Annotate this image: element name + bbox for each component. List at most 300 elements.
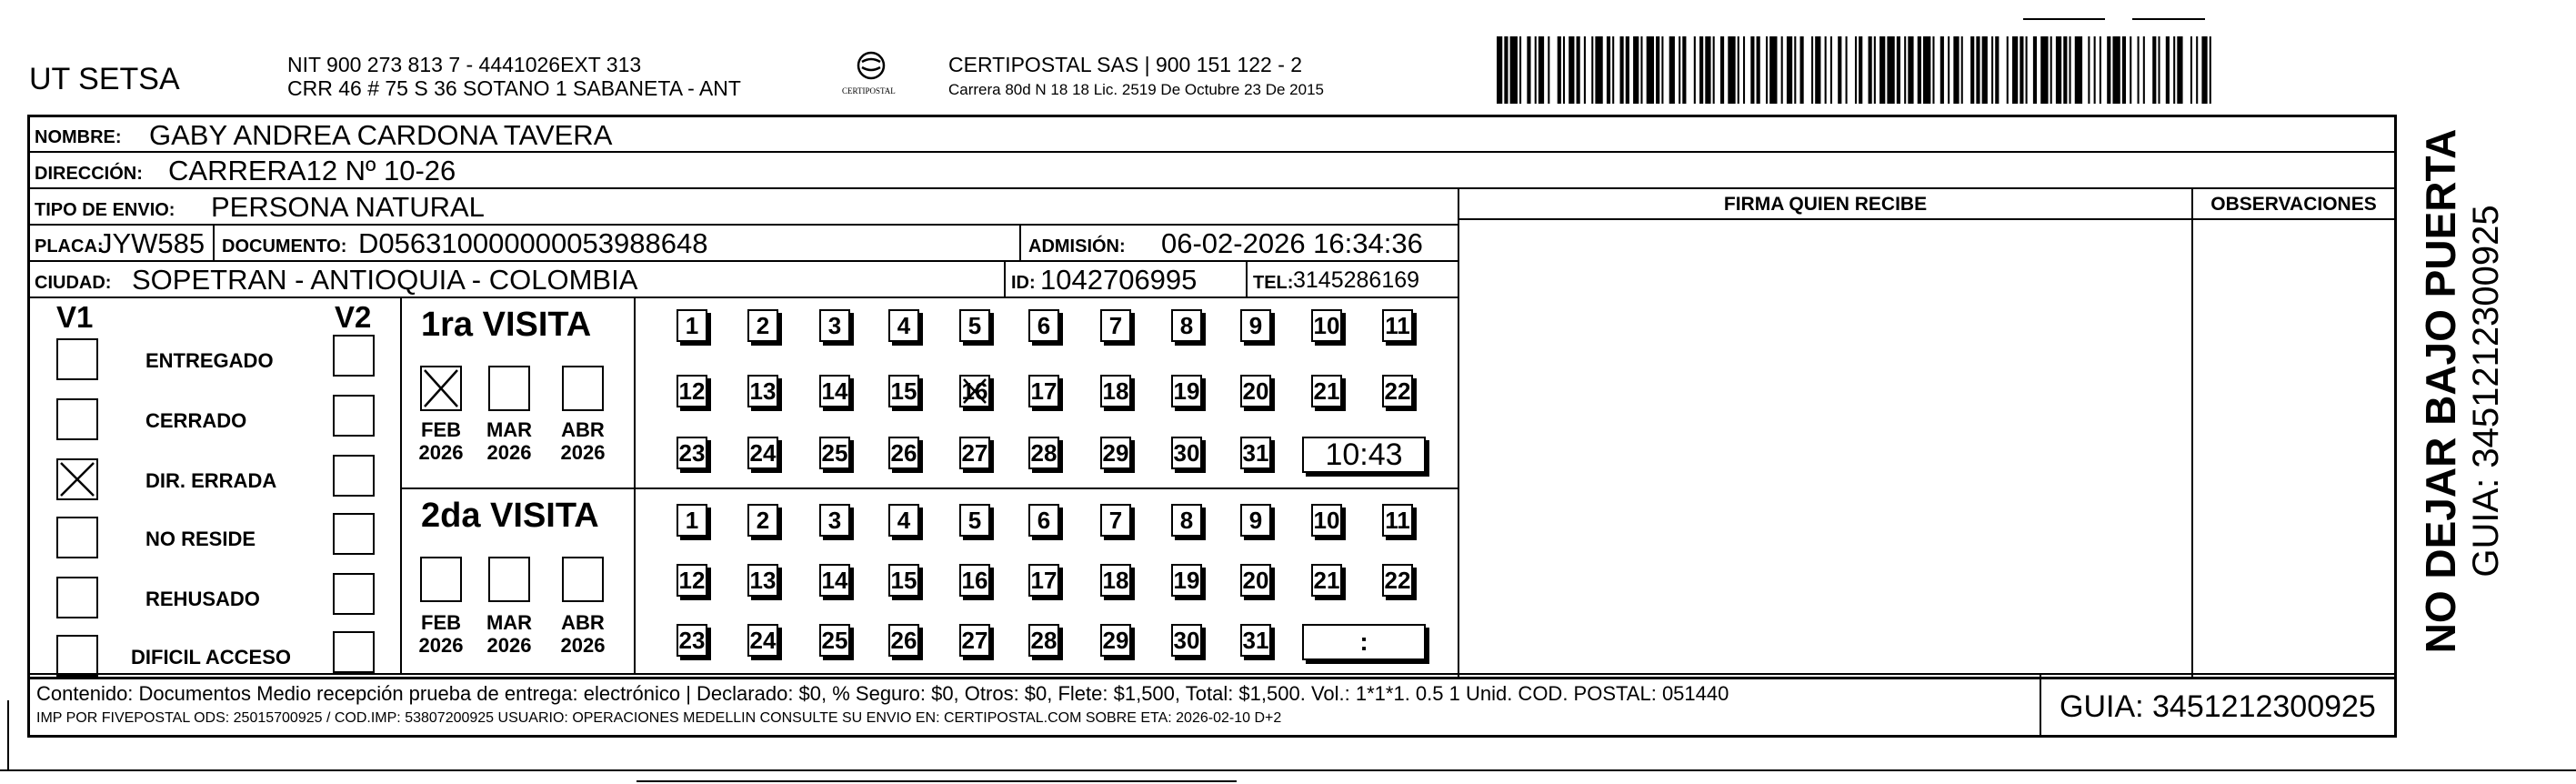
month-name: MAR xyxy=(486,611,533,634)
barcode-bar xyxy=(1563,36,1565,104)
row-sep-2 xyxy=(27,187,2397,189)
id-label: ID: xyxy=(1011,273,1036,293)
barcode-bar xyxy=(1879,36,1885,104)
row-sep-1 xyxy=(27,151,2397,153)
barcode-bar xyxy=(1948,36,1950,104)
day-number: 26 xyxy=(890,438,917,467)
second-visit-day-13[interactable] xyxy=(747,564,778,597)
day-number: 5 xyxy=(967,506,982,534)
day-number: 14 xyxy=(821,377,848,405)
v2-checkbox-5[interactable] xyxy=(333,631,375,673)
col-id-sep xyxy=(1004,260,1006,297)
first-visit-day-4[interactable] xyxy=(888,309,919,342)
barcode-bar xyxy=(1548,36,1549,104)
barcode-bar xyxy=(2070,36,2071,104)
status-label-2: DIR. ERRADA xyxy=(145,469,277,492)
day-number: 16 xyxy=(961,566,988,594)
footer-guia: GUIA: 3451212300925 xyxy=(2060,689,2376,724)
second-visit-day-3[interactable] xyxy=(819,504,850,537)
barcode-bar xyxy=(1539,36,1544,104)
barcode-bar xyxy=(2210,36,2211,104)
second-visit-day-6[interactable] xyxy=(1028,504,1059,537)
first-visit-month-box-feb[interactable] xyxy=(420,366,462,411)
first-visit-day-10[interactable] xyxy=(1311,309,1342,342)
first-visit-day-26[interactable] xyxy=(888,437,919,469)
visit-time-value: 10:43 xyxy=(1325,437,1403,472)
barcode-bar xyxy=(1591,36,1593,104)
barcode-bar xyxy=(2050,36,2052,104)
day-number: 29 xyxy=(1102,626,1129,654)
side-guia: GUIA: 3451212300925 xyxy=(2466,205,2506,578)
second-visit-day-11[interactable] xyxy=(1382,504,1413,537)
firma-header: FIRMA QUIEN RECIBE xyxy=(1723,194,1928,215)
day-number: 23 xyxy=(678,626,706,654)
second-visit-day-21[interactable] xyxy=(1311,564,1342,597)
second-visit-day-12[interactable] xyxy=(677,564,707,597)
day-number: 14 xyxy=(821,566,848,594)
second-visit-time-box[interactable] xyxy=(1302,624,1426,660)
first-visit-day-21[interactable] xyxy=(1311,375,1342,407)
barcode-bar xyxy=(2173,36,2175,104)
second-visit-day-2[interactable] xyxy=(747,504,778,537)
barcode-bar xyxy=(1991,36,1993,104)
second-visit-month-box-abr[interactable] xyxy=(562,557,604,602)
barcode-bar xyxy=(1766,36,1768,104)
barcode-bar xyxy=(2152,36,2156,104)
month-year: 2026 xyxy=(418,441,464,465)
v1-checkbox-0[interactable] xyxy=(56,338,98,380)
ciudad-label: CIUDAD: xyxy=(35,273,112,293)
second-visit-day-18[interactable] xyxy=(1100,564,1131,597)
barcode-bar xyxy=(1859,36,1862,104)
first-visit-day-8[interactable] xyxy=(1171,309,1202,342)
second-visit-day-16[interactable] xyxy=(959,564,990,597)
second-visit-day-27[interactable] xyxy=(959,624,990,657)
first-visit-day-29[interactable] xyxy=(1100,437,1131,469)
v1-checkbox-5[interactable] xyxy=(56,635,98,677)
day-number: 25 xyxy=(821,626,848,654)
day-number: 27 xyxy=(961,626,988,654)
second-visit-day-4[interactable] xyxy=(888,504,919,537)
first-visit-day-18[interactable] xyxy=(1100,375,1131,407)
day-number: 17 xyxy=(1030,566,1057,594)
barcode-bar xyxy=(1932,36,1934,104)
barcode-bar xyxy=(1976,36,1980,104)
barcode-bar xyxy=(1781,36,1783,104)
barcode-bar xyxy=(1738,36,1739,104)
barcode-bar xyxy=(2130,36,2131,104)
logo-text: CERTIPOSTAL xyxy=(842,86,896,95)
barcode-bar xyxy=(2056,36,2061,104)
tipo-envio-value: PERSONA NATURAL xyxy=(211,191,485,223)
observaciones-header: OBSERVACIONES xyxy=(2210,194,2377,215)
v1-checkbox-1[interactable] xyxy=(56,398,98,440)
barcode-bar xyxy=(1940,36,1944,104)
barcode-bar xyxy=(1577,36,1580,104)
first-visit-day-14[interactable] xyxy=(819,375,850,407)
barcode-bar xyxy=(1535,36,1537,104)
barcode-bar xyxy=(1830,36,1832,104)
v2-checkbox-3[interactable] xyxy=(333,513,375,555)
footer-sep xyxy=(27,673,2397,675)
barcode-bar xyxy=(1908,36,1913,104)
first-visit-month-label-abr xyxy=(554,418,612,465)
tipo-envio-label: TIPO DE ENVIO: xyxy=(35,200,175,220)
day-number: 11 xyxy=(1385,311,1410,339)
barcode-bar xyxy=(1918,36,1921,104)
barcode-bar xyxy=(2138,36,2140,104)
first-visit-month-label-mar xyxy=(480,418,538,465)
check-cross-icon xyxy=(58,460,96,498)
barcode-bar xyxy=(2020,36,2023,104)
day-number: 9 xyxy=(1248,506,1263,534)
day-number: 18 xyxy=(1102,377,1129,405)
day-number: 7 xyxy=(1108,311,1123,339)
barcode-bar xyxy=(2063,36,2067,104)
second-visit-day-17[interactable] xyxy=(1028,564,1059,597)
barcode-bar xyxy=(1694,36,1696,104)
barcode-bar xyxy=(1504,36,1508,104)
barcode-bar xyxy=(1897,36,1900,104)
footer-left xyxy=(27,673,30,737)
barcode-bar xyxy=(1874,36,1876,104)
second-visit-day-25[interactable] xyxy=(819,624,850,657)
placa-label: PLACA: xyxy=(35,236,104,256)
barcode-bar xyxy=(1619,36,1623,104)
status-label-1: CERRADO xyxy=(145,409,247,432)
footer-bottom xyxy=(27,735,2397,738)
barcode-bar xyxy=(1679,36,1680,104)
day-number: 13 xyxy=(749,377,777,405)
barcode-bar xyxy=(1519,36,1521,104)
second-visit-day-9[interactable] xyxy=(1240,504,1271,537)
barcode-bar xyxy=(1982,36,1988,104)
day-number: 12 xyxy=(678,566,706,594)
status-label-3: NO RESIDE xyxy=(145,528,256,550)
day-number: 11 xyxy=(1385,506,1410,534)
certipostal-line1: CERTIPOSTAL SAS | 900 151 122 - 2 xyxy=(948,53,1303,76)
second-visit-day-30[interactable] xyxy=(1171,624,1202,657)
v1-checkbox-3[interactable] xyxy=(56,517,98,558)
row-sep-4 xyxy=(27,260,1459,262)
month-name: FEB xyxy=(421,611,461,634)
barcode-bar xyxy=(1699,36,1703,104)
month-name: ABR xyxy=(561,611,605,634)
first-visit-day-31[interactable] xyxy=(1240,437,1271,469)
day-number: 1 xyxy=(685,506,699,534)
second-visit-day-7[interactable] xyxy=(1100,504,1131,537)
barcode-bar xyxy=(2196,36,2198,104)
barcode-bar xyxy=(1527,36,1530,104)
second-visit-day-14[interactable] xyxy=(819,564,850,597)
barcode-bar xyxy=(1787,36,1792,104)
barcode-bar xyxy=(1953,36,1959,104)
month-name: FEB xyxy=(421,418,461,441)
top-right-tick-2 xyxy=(2132,18,2205,20)
ciudad-value: SOPETRAN - ANTIOQUIA - COLOMBIA xyxy=(132,264,638,296)
day-number: 10 xyxy=(1313,506,1340,534)
first-visit-day-30[interactable] xyxy=(1171,437,1202,469)
barcode-bar xyxy=(1769,36,1777,104)
month-year: 2026 xyxy=(486,441,532,465)
first-visit-day-15[interactable] xyxy=(888,375,919,407)
first-visit-day-1[interactable] xyxy=(677,309,707,342)
second-visit-day-1[interactable] xyxy=(677,504,707,537)
day-number: 30 xyxy=(1173,438,1200,467)
first-visit-day-11[interactable] xyxy=(1382,309,1413,342)
day-number: 25 xyxy=(821,438,848,467)
v2-checkbox-1[interactable] xyxy=(333,395,375,437)
barcode-bar xyxy=(2143,36,2145,104)
second-visit-day-31[interactable] xyxy=(1240,624,1271,657)
second-visit-month-box-mar[interactable] xyxy=(488,557,530,602)
admision-value: 06-02-2026 16:34:36 xyxy=(1161,227,1423,259)
first-visit-day-16[interactable] xyxy=(959,375,990,407)
first-visit-month-label-feb xyxy=(412,418,470,465)
second-visit-month-box-feb[interactable] xyxy=(420,557,462,602)
second-visit-day-5[interactable] xyxy=(959,504,990,537)
first-visit-day-25[interactable] xyxy=(819,437,850,469)
second-visit-title: 2da VISITA xyxy=(421,497,599,535)
first-visit-day-27[interactable] xyxy=(959,437,990,469)
footer-guia-sep xyxy=(2040,673,2041,737)
barcode-bar xyxy=(1811,36,1813,104)
direccion-label: DIRECCIÓN: xyxy=(35,164,143,184)
barcode-bar xyxy=(2158,36,2160,104)
barcode-bar xyxy=(2033,36,2037,104)
day-number: 12 xyxy=(678,377,706,405)
first-visit-day-6[interactable] xyxy=(1028,309,1059,342)
second-visit-day-23[interactable] xyxy=(677,624,707,657)
first-visit-day-24[interactable] xyxy=(747,437,778,469)
barcode-bar xyxy=(2094,36,2096,104)
status-label-5: DIFICIL ACCESO xyxy=(131,646,292,668)
first-visit-day-19[interactable] xyxy=(1171,375,1202,407)
second-visit-day-22[interactable] xyxy=(1382,564,1413,597)
documento-value: D056310000000053988648 xyxy=(358,227,708,259)
barcode-bar xyxy=(1656,36,1659,104)
barcode-bar xyxy=(2166,36,2170,104)
first-visit-day-17[interactable] xyxy=(1028,375,1059,407)
barcode-bar xyxy=(1584,36,1586,104)
first-visit-day-20[interactable] xyxy=(1240,375,1271,407)
first-visit-day-12[interactable] xyxy=(677,375,707,407)
day-number: 3 xyxy=(827,506,842,534)
barcode-bar xyxy=(1815,36,1820,104)
month-name: ABR xyxy=(561,418,605,441)
first-visit-day-23[interactable] xyxy=(677,437,707,469)
status-label-4: REHUSADO xyxy=(145,588,260,610)
status-label-0: ENTREGADO xyxy=(145,349,274,372)
barcode-bar xyxy=(1626,36,1629,104)
first-visit-day-7[interactable] xyxy=(1100,309,1131,342)
barcode-bar xyxy=(1923,36,1930,104)
address-line: CRR 46 # 75 S 36 SOTANO 1 SABANETA - ANT xyxy=(287,76,741,100)
v1-checkbox-2[interactable] xyxy=(56,458,98,500)
day-number: 19 xyxy=(1173,566,1200,594)
day-number: 31 xyxy=(1242,438,1269,467)
first-visit-day-5[interactable] xyxy=(959,309,990,342)
v2-checkbox-4[interactable] xyxy=(333,573,375,615)
nombre-value: GABY ANDREA CARDONA TAVERA xyxy=(149,119,613,151)
day-number: 19 xyxy=(1173,377,1200,405)
v1-checkbox-4[interactable] xyxy=(56,577,98,618)
day-number: 21 xyxy=(1313,377,1340,405)
day-number: 15 xyxy=(890,377,917,405)
day-number: 3 xyxy=(827,311,842,339)
day-number: 21 xyxy=(1313,566,1340,594)
barcode-bar xyxy=(1750,36,1754,104)
day-number: 6 xyxy=(1037,506,1051,534)
day-number: 15 xyxy=(890,566,917,594)
month-year: 2026 xyxy=(560,634,606,658)
form-top-border xyxy=(27,115,2397,117)
day-number: 23 xyxy=(678,438,706,467)
second-visit-day-24[interactable] xyxy=(747,624,778,657)
day-number: 10 xyxy=(1313,311,1340,339)
day-number: 13 xyxy=(749,566,777,594)
barcode-bar xyxy=(2075,36,2082,104)
day-number: 28 xyxy=(1030,626,1057,654)
barcode-bar xyxy=(1728,36,1735,104)
outer-bottom-line xyxy=(0,769,2576,771)
second-visit-month-label-mar xyxy=(480,611,538,658)
barcode-bar xyxy=(1713,36,1715,104)
first-visit-day-13[interactable] xyxy=(747,375,778,407)
second-visit-day-26[interactable] xyxy=(888,624,919,657)
row-sep-3 xyxy=(27,224,1459,226)
month-year: 2026 xyxy=(418,634,464,658)
certipostal-line2: Carrera 80d N 18 18 Lic. 2519 De Octubre 23 De 2015 xyxy=(948,81,1324,98)
barcode-bar xyxy=(1633,36,1639,104)
col-firma-left xyxy=(1458,187,1459,677)
day-number: 30 xyxy=(1173,626,1200,654)
second-visit-month-label-abr xyxy=(554,611,612,658)
barcode-bar xyxy=(1887,36,1894,104)
day-number: 8 xyxy=(1179,506,1194,534)
barcode-bar xyxy=(2026,36,2028,104)
col-placa-sep xyxy=(213,224,215,260)
second-visit-day-10[interactable] xyxy=(1311,504,1342,537)
first-visit-month-box-abr[interactable] xyxy=(562,366,604,411)
status-visit-sep xyxy=(400,297,402,673)
barcode-bar xyxy=(1995,36,1999,104)
barcode-bar xyxy=(2007,36,2009,104)
barcode-bar xyxy=(2107,36,2110,104)
barcode-bar xyxy=(1558,36,1561,104)
second-visit-day-19[interactable] xyxy=(1171,564,1202,597)
col-admision-sep xyxy=(1019,224,1021,260)
check-cross-icon xyxy=(422,367,460,409)
v2-checkbox-0[interactable] xyxy=(333,335,375,377)
day-number: 26 xyxy=(890,626,917,654)
barcode-bar xyxy=(1640,36,1642,104)
first-visit-time-box[interactable] xyxy=(1302,437,1426,473)
day-number: 2 xyxy=(756,311,770,339)
barcode-bar xyxy=(1757,36,1760,104)
day-number: 18 xyxy=(1102,566,1129,594)
footer-right xyxy=(2394,673,2397,737)
barcode-bar xyxy=(1661,36,1663,104)
v2-checkbox-2[interactable] xyxy=(333,455,375,497)
first-visit-day-9[interactable] xyxy=(1240,309,1271,342)
barcode-bar xyxy=(1720,36,1724,104)
v1-label: V1 xyxy=(56,300,94,334)
tel-value: 3145286169 xyxy=(1293,267,1420,293)
barcode-bar xyxy=(1825,36,1827,104)
barcode-bar xyxy=(1595,36,1602,104)
form-right-border xyxy=(2394,115,2397,679)
footer-line2: IMP POR FIVEPOSTAL ODS: 25015700925 / COD.IMP: 53807200925 USUARIO: OPERACIONES MEDELLIN CONSULTE SU ENVIO EN: CERTIPOSTAL.COM SOBRE ETA: 2026-02-10 D+2 xyxy=(36,710,1282,726)
form-left-border xyxy=(27,115,30,679)
month-year: 2026 xyxy=(560,441,606,465)
second-visit-day-28[interactable] xyxy=(1028,624,1059,657)
day-number: 4 xyxy=(897,506,911,534)
certipostal-logo xyxy=(835,47,907,102)
second-visit-day-8[interactable] xyxy=(1171,504,1202,537)
barcode-bar xyxy=(2088,36,2090,104)
month-name: MAR xyxy=(486,418,533,441)
row-sep-5 xyxy=(27,297,1459,298)
barcode-bar xyxy=(2012,36,2018,104)
first-visit-month-box-mar[interactable] xyxy=(488,366,530,411)
first-visit-day-28[interactable] xyxy=(1028,437,1059,469)
barcode-bar xyxy=(1669,36,1675,104)
day-number: 1 xyxy=(685,311,699,339)
day-number: 2 xyxy=(756,506,770,534)
day-number: 29 xyxy=(1102,438,1129,467)
barcode-bar xyxy=(1705,36,1710,104)
direccion-value: CARRERA12 Nº 10-26 xyxy=(168,155,456,186)
day-number: 7 xyxy=(1108,506,1123,534)
day-number: 31 xyxy=(1242,626,1269,654)
form-bottom-border xyxy=(27,677,2397,679)
day-number: 24 xyxy=(749,626,777,654)
side-warning: NO DEJAR BAJO PUERTA xyxy=(2417,128,2464,654)
barcode-bar xyxy=(1607,36,1610,104)
col-tel-sep xyxy=(1246,260,1248,297)
barcode-bar xyxy=(1497,36,1502,104)
first-visit-day-3[interactable] xyxy=(819,309,850,342)
barcode-bar xyxy=(1569,36,1574,104)
day-number: 6 xyxy=(1037,311,1051,339)
nit-line: NIT 900 273 813 7 - 4441026EXT 313 xyxy=(287,53,642,76)
day-number: 9 xyxy=(1248,311,1263,339)
barcode-bar xyxy=(2190,36,2192,104)
barcode-bar xyxy=(1612,36,1614,104)
barcode-bar xyxy=(2177,36,2182,104)
barcode-bar xyxy=(1970,36,1974,104)
first-visit-day-22[interactable] xyxy=(1382,375,1413,407)
top-right-tick-1 xyxy=(2023,18,2105,20)
second-visit-month-label-feb xyxy=(412,611,470,658)
barcode-bar xyxy=(2040,36,2048,104)
id-value: 1042706995 xyxy=(1040,264,1198,296)
day-number: 5 xyxy=(967,311,982,339)
barcode-bar xyxy=(1743,36,1745,104)
first-visit-day-2[interactable] xyxy=(747,309,778,342)
second-visit-day-29[interactable] xyxy=(1100,624,1131,657)
col-obs-left xyxy=(2191,187,2193,677)
row-sep-3b xyxy=(1458,218,2397,220)
second-visit-day-15[interactable] xyxy=(888,564,919,597)
day-number: 17 xyxy=(1030,377,1057,405)
month-days-sep xyxy=(634,297,636,673)
barcode-bar xyxy=(1794,36,1796,104)
day-number: 22 xyxy=(1384,377,1411,405)
second-visit-day-20[interactable] xyxy=(1240,564,1271,597)
day-number: 28 xyxy=(1030,438,1057,467)
